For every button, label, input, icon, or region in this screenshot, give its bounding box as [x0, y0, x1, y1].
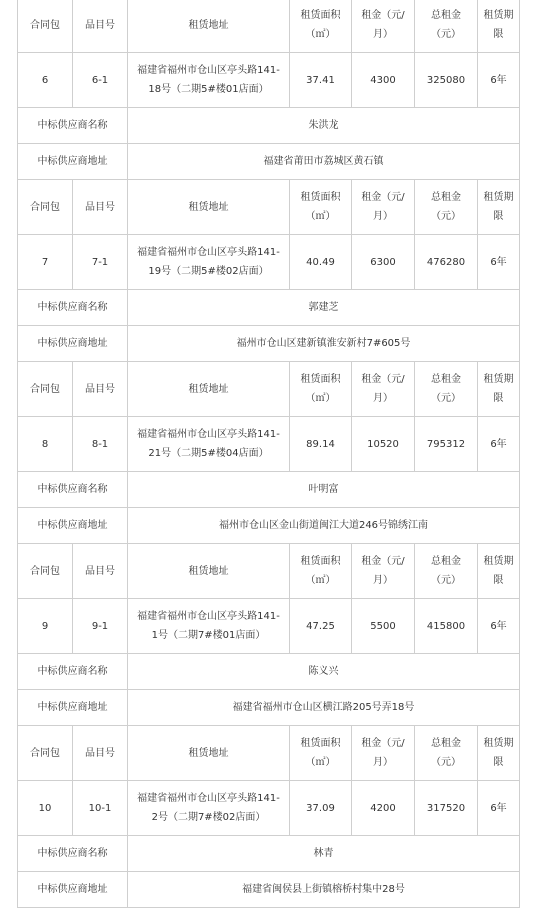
supplier-address-value-text: 福州市仓山区建新镇淮安新村7#605号: [236, 338, 411, 349]
header-rent: [352, 180, 415, 235]
cell-rent-text: 4200: [370, 802, 396, 814]
supplier-address-label-text: 中标供应商地址: [37, 338, 108, 349]
header-address-text: 租赁地址: [188, 747, 229, 759]
cell-package: [18, 781, 73, 836]
cell-rent: [352, 781, 415, 836]
supplier-address-row: [18, 508, 520, 544]
header-row: [18, 180, 520, 235]
cell-rent: [352, 599, 415, 654]
supplier-name-value: [128, 472, 520, 508]
supplier-name-value-text: 叶明富: [308, 484, 339, 495]
cell-package-text: 10: [38, 802, 52, 814]
supplier-address-label: [18, 144, 128, 180]
supplier-name-value-text: 陈义兴: [308, 666, 339, 677]
header-package-text: 合同包: [30, 565, 60, 577]
supplier-name-value: [128, 290, 520, 326]
header-item-no: [73, 180, 128, 235]
table-row: [18, 599, 520, 654]
supplier-address-value: [128, 326, 520, 362]
header-area: [290, 362, 352, 417]
supplier-address-label: [18, 690, 128, 726]
cell-package-text: 8: [41, 438, 49, 450]
cell-item-no-text: 10-1: [88, 802, 112, 814]
cell-package: [18, 235, 73, 290]
supplier-address-value-text: 福州市仓山区金山街道闽江大道246号锦绣江南: [218, 520, 429, 531]
cell-address: [128, 235, 290, 290]
header-item-no-text: 品目号: [85, 565, 115, 577]
cell-term-text: 6年: [490, 74, 507, 86]
header-term-text: 租赁期 限: [483, 738, 514, 768]
header-area-text: 租赁面积 （㎡）: [300, 10, 341, 40]
supplier-name-label: [18, 108, 128, 144]
cell-package-text: 7: [41, 256, 49, 268]
supplier-address-value: [128, 144, 520, 180]
cell-package: [18, 53, 73, 108]
header-term: [478, 726, 520, 781]
header-address: [128, 544, 290, 599]
supplier-name-row: [18, 472, 520, 508]
cell-address: [128, 599, 290, 654]
cell-rent-text: 10520: [367, 438, 399, 450]
supplier-name-row: [18, 108, 520, 144]
supplier-name-label-text: 中标供应商名称: [37, 302, 108, 313]
cell-term-text: 6年: [490, 802, 507, 814]
cell-term-text: 6年: [490, 620, 507, 632]
header-rent-text: 租金（元/ 月）: [361, 192, 405, 222]
supplier-name-label: [18, 836, 128, 872]
supplier-name-value: [128, 836, 520, 872]
cell-package: [18, 417, 73, 472]
supplier-name-label-text: 中标供应商名称: [37, 848, 108, 859]
header-package: [18, 726, 73, 781]
cell-total-text: 317520: [426, 802, 466, 814]
cell-item-no-text: 9-1: [91, 620, 109, 632]
cell-item-no-text: 6-1: [91, 74, 109, 86]
header-package: [18, 0, 73, 53]
cell-item-no-text: 7-1: [91, 256, 109, 268]
cell-term-text: 6年: [490, 256, 507, 268]
cell-address: [128, 417, 290, 472]
header-address-text: 租赁地址: [188, 201, 229, 213]
header-term-text: 租赁期 限: [483, 192, 514, 222]
header-package: [18, 180, 73, 235]
cell-rent: [352, 417, 415, 472]
header-total-text: 总租金 （元）: [431, 556, 461, 586]
supplier-address-value-text: 福建省福州市仓山区横江路205号弄18号: [232, 702, 415, 713]
header-area-text: 租赁面积 （㎡）: [300, 374, 341, 404]
header-area-text: 租赁面积 （㎡）: [300, 738, 341, 768]
header-package-text: 合同包: [30, 19, 60, 31]
header-rent-text: 租金（元/ 月）: [361, 738, 405, 768]
header-package-text: 合同包: [30, 383, 60, 395]
header-row: [18, 362, 520, 417]
header-item-no-text: 品目号: [85, 747, 115, 759]
header-rent: [352, 0, 415, 53]
cell-term-text: 6年: [490, 438, 507, 450]
supplier-name-value-text: 林青: [313, 848, 334, 859]
header-area: [290, 544, 352, 599]
cell-total: [415, 599, 478, 654]
header-area: [290, 180, 352, 235]
supplier-address-value-text: 福建省闽侯县上街镇榕桥村集中28号: [242, 884, 405, 895]
cell-item-no-text: 8-1: [91, 438, 109, 450]
cell-total-text: 795312: [426, 438, 466, 450]
header-row: [18, 544, 520, 599]
header-address: [128, 0, 290, 53]
cell-area-text: 37.41: [306, 74, 335, 86]
header-item-no-text: 品目号: [85, 201, 115, 213]
supplier-name-label-text: 中标供应商名称: [37, 484, 108, 495]
cell-address: [128, 781, 290, 836]
supplier-address-label-text: 中标供应商地址: [37, 702, 108, 713]
header-address-text: 租赁地址: [188, 565, 229, 577]
supplier-address-value: [128, 508, 520, 544]
header-area-text: 租赁面积 （㎡）: [300, 556, 341, 586]
cell-term: [478, 781, 520, 836]
supplier-address-label-text: 中标供应商地址: [37, 520, 108, 531]
header-total: [415, 544, 478, 599]
header-rent: [352, 544, 415, 599]
header-total-text: 总租金 （元）: [431, 738, 461, 768]
table-row: [18, 53, 520, 108]
supplier-address-label: [18, 326, 128, 362]
header-total: [415, 362, 478, 417]
cell-item-no: [73, 781, 128, 836]
supplier-address-row: [18, 690, 520, 726]
cell-total: [415, 53, 478, 108]
supplier-address-label-text: 中标供应商地址: [37, 156, 108, 167]
cell-address-text: 福建省福州市仓山区亭头路141- 21号（二期5#楼04店面）: [137, 429, 280, 459]
header-term: [478, 180, 520, 235]
supplier-address-row: [18, 326, 520, 362]
header-item-no-text: 品目号: [85, 383, 115, 395]
table-row: [18, 781, 520, 836]
header-total-text: 总租金 （元）: [431, 192, 461, 222]
supplier-address-label: [18, 508, 128, 544]
cell-total-text: 325080: [426, 74, 466, 86]
supplier-name-value-text: 郭建芝: [308, 302, 339, 313]
cell-total-text: 415800: [426, 620, 466, 632]
header-item-no: [73, 726, 128, 781]
cell-total: [415, 235, 478, 290]
header-total: [415, 726, 478, 781]
header-package-text: 合同包: [30, 747, 60, 759]
supplier-address-row: [18, 144, 520, 180]
header-item-no: [73, 544, 128, 599]
header-item-no: [73, 0, 128, 53]
cell-address-text: 福建省福州市仓山区亭头路141- 19号（二期5#楼02店面）: [137, 247, 280, 277]
header-row: [18, 726, 520, 781]
header-term-text: 租赁期 限: [483, 10, 514, 40]
supplier-name-row: [18, 290, 520, 326]
cell-address: [128, 53, 290, 108]
supplier-name-label: [18, 654, 128, 690]
cell-total: [415, 417, 478, 472]
table-body: [18, 0, 520, 908]
cell-term: [478, 53, 520, 108]
cell-term: [478, 235, 520, 290]
cell-area: [290, 781, 352, 836]
supplier-address-value: [128, 690, 520, 726]
supplier-address-row: [18, 872, 520, 908]
header-total-text: 总租金 （元）: [431, 10, 461, 40]
header-term: [478, 544, 520, 599]
cell-package-text: 9: [41, 620, 49, 632]
cell-item-no: [73, 235, 128, 290]
cell-address-text: 福建省福州市仓山区亭头路141- 2号（二期7#楼02店面）: [137, 793, 280, 823]
cell-item-no: [73, 53, 128, 108]
header-rent-text: 租金（元/ 月）: [361, 374, 405, 404]
cell-area-text: 89.14: [306, 438, 335, 450]
supplier-address-value: [128, 872, 520, 908]
header-package-text: 合同包: [30, 201, 60, 213]
supplier-name-row: [18, 836, 520, 872]
supplier-name-label: [18, 472, 128, 508]
supplier-name-value: [128, 654, 520, 690]
supplier-name-value: [128, 108, 520, 144]
cell-area-text: 37.09: [306, 802, 335, 814]
supplier-name-value-text: 朱洪龙: [308, 120, 339, 131]
supplier-name-row: [18, 654, 520, 690]
header-total-text: 总租金 （元）: [431, 374, 461, 404]
contract-table: [17, 0, 520, 908]
header-address-text: 租赁地址: [188, 383, 229, 395]
supplier-address-value-text: 福建省莆田市荔城区黄石镇: [263, 156, 384, 167]
table-row: [18, 417, 520, 472]
header-package: [18, 544, 73, 599]
header-rent: [352, 726, 415, 781]
header-package: [18, 362, 73, 417]
header-item-no-text: 品目号: [85, 19, 115, 31]
header-address: [128, 726, 290, 781]
header-area: [290, 726, 352, 781]
cell-item-no: [73, 599, 128, 654]
cell-package-text: 6: [41, 74, 49, 86]
header-total: [415, 180, 478, 235]
cell-rent: [352, 53, 415, 108]
cell-area: [290, 53, 352, 108]
header-area-text: 租赁面积 （㎡）: [300, 192, 341, 222]
cell-area: [290, 599, 352, 654]
cell-total: [415, 781, 478, 836]
supplier-address-label: [18, 872, 128, 908]
cell-rent: [352, 235, 415, 290]
header-rent-text: 租金（元/ 月）: [361, 556, 405, 586]
header-address-text: 租赁地址: [188, 19, 229, 31]
cell-term: [478, 599, 520, 654]
cell-total-text: 476280: [426, 256, 466, 268]
header-row: [18, 0, 520, 53]
cell-address-text: 福建省福州市仓山区亭头路141- 18号（二期5#楼01店面）: [137, 65, 280, 95]
header-term-text: 租赁期 限: [483, 556, 514, 586]
header-rent: [352, 362, 415, 417]
supplier-address-label-text: 中标供应商地址: [37, 884, 108, 895]
cell-rent-text: 4300: [370, 74, 396, 86]
cell-area: [290, 417, 352, 472]
cell-rent-text: 5500: [370, 620, 396, 632]
cell-address-text: 福建省福州市仓山区亭头路141- 1号（二期7#楼01店面）: [137, 611, 280, 641]
cell-rent-text: 6300: [370, 256, 396, 268]
header-term-text: 租赁期 限: [483, 374, 514, 404]
cell-package: [18, 599, 73, 654]
cell-area-text: 40.49: [306, 256, 335, 268]
table-row: [18, 235, 520, 290]
supplier-name-label: [18, 290, 128, 326]
header-total: [415, 0, 478, 53]
header-term: [478, 0, 520, 53]
cell-item-no: [73, 417, 128, 472]
header-rent-text: 租金（元/ 月）: [361, 10, 405, 40]
cell-area: [290, 235, 352, 290]
header-item-no: [73, 362, 128, 417]
header-term: [478, 362, 520, 417]
supplier-name-label-text: 中标供应商名称: [37, 666, 108, 677]
cell-area-text: 47.25: [306, 620, 335, 632]
header-area: [290, 0, 352, 53]
header-address: [128, 362, 290, 417]
supplier-name-label-text: 中标供应商名称: [37, 120, 108, 131]
cell-term: [478, 417, 520, 472]
header-address: [128, 180, 290, 235]
